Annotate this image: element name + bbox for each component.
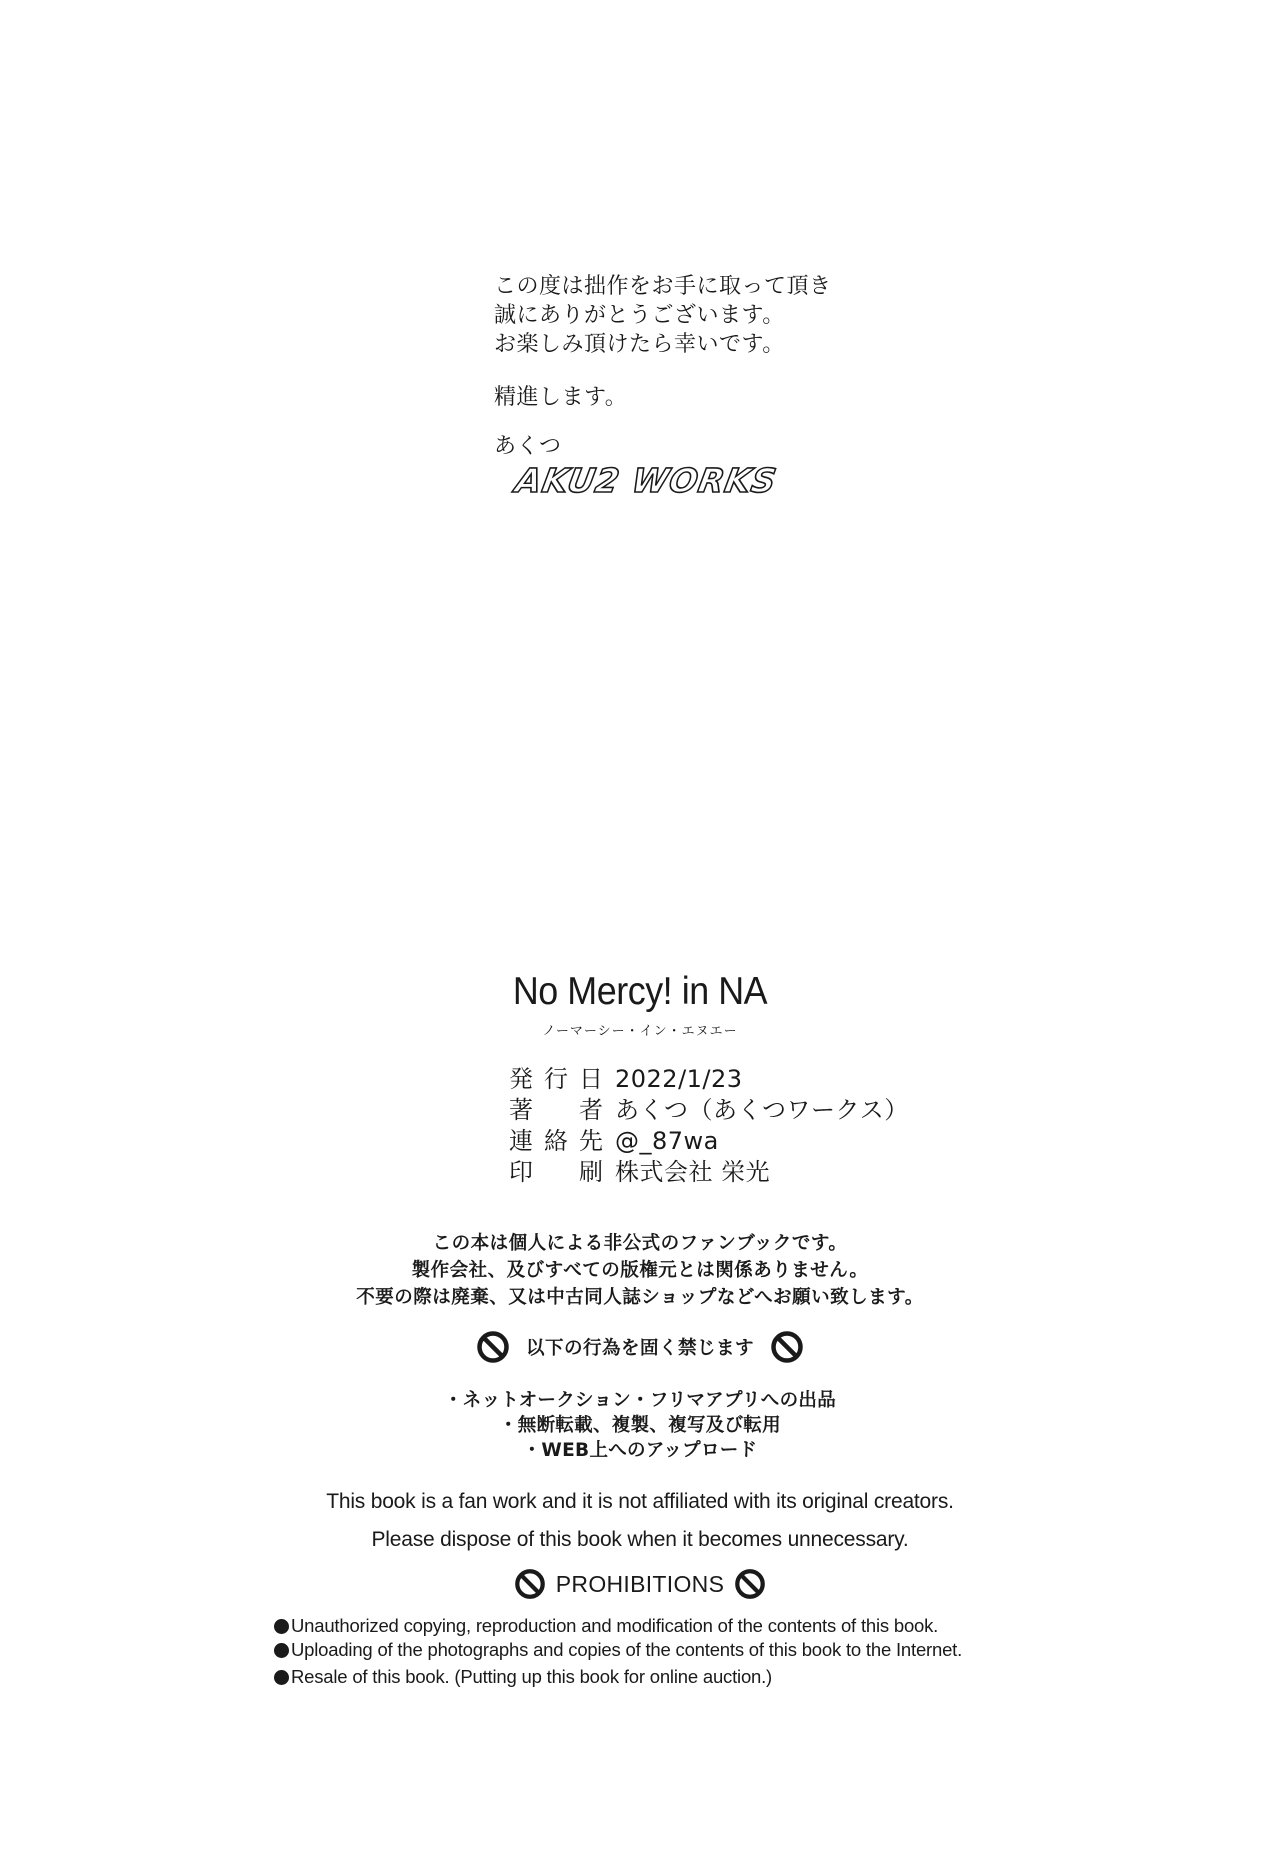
book-title: No Mercy! in NA	[512, 970, 768, 1013]
prohibition-heading-text: PROHIBITIONS	[555, 1570, 725, 1597]
colophon-value: @_87wa	[615, 1127, 719, 1155]
colophon-label: 印刷	[509, 1158, 603, 1186]
prohibition-item-text: Uploading of the photographs and copies of the contents of this book to the Internet.	[291, 1639, 963, 1660]
colophon-label: 連絡先	[509, 1127, 603, 1155]
notice-english-line: This book is a fan work and it is not affiliated with its original creators.	[326, 1490, 954, 1513]
afterword-line: この度は拙作をお手に取って頂き	[494, 274, 832, 299]
bullet-icon	[274, 1670, 289, 1685]
prohibition-item: ・無断転載、複製、複写及び転用	[498, 1415, 781, 1436]
colophon	[509, 1064, 909, 1188]
afterword	[494, 272, 914, 501]
bullet-icon	[274, 1643, 289, 1658]
prohibition-heading-japanese	[0, 1330, 1280, 1364]
brand-logo: AKU2 WORKS	[512, 461, 780, 500]
prohibition-heading-text: 以下の行為を固く禁じます	[525, 1338, 754, 1359]
prohibition-item-text: Resale of this book. (Putting up this book for online auction.)	[291, 1666, 773, 1687]
prohibition-item	[274, 1638, 962, 1662]
book-title-reading: ノーマーシー・イン・エヌエー	[542, 1024, 738, 1039]
prohibition-icon	[734, 1568, 766, 1600]
notice-line: 不要の際は廃棄、又は中古同人誌ショップなどへお願い致します。	[356, 1287, 924, 1308]
prohibition-item: ・ネットオークション・フリマアプリへの出品	[443, 1390, 837, 1411]
colophon-row-contact	[509, 1126, 909, 1157]
notice-line: 製作会社、及びすべての版権元とは関係ありません。	[411, 1260, 869, 1281]
bullet-icon	[274, 1619, 289, 1634]
colophon-label: 発行日	[509, 1065, 603, 1093]
prohibition-item: ・WEB上へのアップロード	[522, 1440, 758, 1461]
colophon-label: 著者	[509, 1096, 603, 1124]
prohibition-heading-english	[0, 1568, 1280, 1600]
prohibition-icon	[514, 1568, 546, 1600]
prohibition-icon	[476, 1330, 510, 1364]
afterword-line: 誠にありがとうございます。	[494, 303, 785, 328]
notice-english-line: Please dispose of this book when it becomes unnecessary.	[371, 1528, 909, 1551]
notice-line: この本は個人による非公式のファンブックです。	[432, 1233, 848, 1254]
colophon-row-printer	[509, 1157, 909, 1188]
prohibition-item-text: Unauthorized copying, reproduction and modification of the contents of this book.	[291, 1615, 939, 1636]
prohibition-item	[274, 1614, 962, 1638]
colophon-value: あくつ（あくつワークス）	[615, 1096, 909, 1124]
afterword-line: お楽しみ頂けたら幸いです。	[494, 332, 785, 357]
colophon-value: 2022/1/23	[615, 1065, 743, 1093]
colophon-row-publish-date	[509, 1064, 909, 1095]
prohibition-list-japanese	[0, 1388, 1280, 1463]
prohibition-list-english	[274, 1614, 962, 1689]
author-signature: あくつ	[494, 434, 562, 459]
afterword-closing: 精進します。	[494, 385, 628, 410]
notice-japanese	[0, 1230, 1280, 1311]
colophon-row-author	[509, 1095, 909, 1126]
prohibition-item	[274, 1665, 962, 1689]
prohibition-icon	[770, 1330, 804, 1364]
colophon-value: 株式会社 栄光	[615, 1158, 771, 1186]
